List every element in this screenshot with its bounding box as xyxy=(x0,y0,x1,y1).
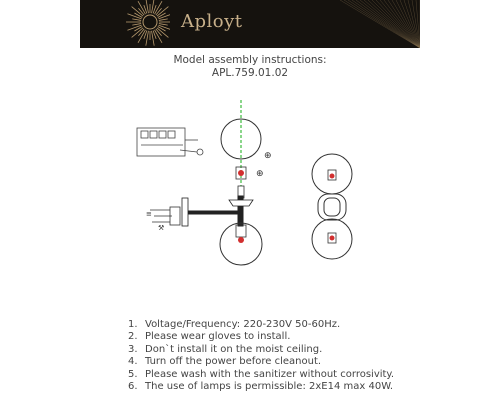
rotate-arrow-icon: ⊕ xyxy=(256,169,264,179)
bottom-socket xyxy=(236,225,246,243)
instruction-item: 1. Voltage/Frequency: 220-230V 50-60Hz. xyxy=(128,319,341,330)
instructions-list xyxy=(128,319,394,393)
instruction-item: 5. Please wash with the sanitizer without corrosivity. xyxy=(128,368,395,380)
lamp-arm xyxy=(182,196,253,226)
brand-logo-text: Aployt xyxy=(181,11,243,32)
front-view-bulbs xyxy=(328,170,336,243)
rotate-arrow-icon: ⊕ xyxy=(264,151,272,161)
instruction-item: 4. Turn off the power before cleanout. xyxy=(128,356,322,368)
instruction-item: 2. Please wear gloves to install. xyxy=(128,331,291,343)
instruction-item: 6. The use of lamps is permissible: 2xE14 max 40W. xyxy=(128,380,394,392)
document-title: Model assembly instructions: xyxy=(173,54,327,66)
wall-screws-icon xyxy=(146,207,180,232)
instruction-item: 3. Don`t install it on the moist ceiling. xyxy=(128,343,323,355)
svg-text:≡: ≡ xyxy=(146,210,152,218)
terminal-block-icon xyxy=(137,128,203,156)
svg-text:⚒: ⚒ xyxy=(158,224,165,232)
bottom-globe-shade xyxy=(220,223,262,265)
model-number: APL.759.01.02 xyxy=(211,67,289,79)
